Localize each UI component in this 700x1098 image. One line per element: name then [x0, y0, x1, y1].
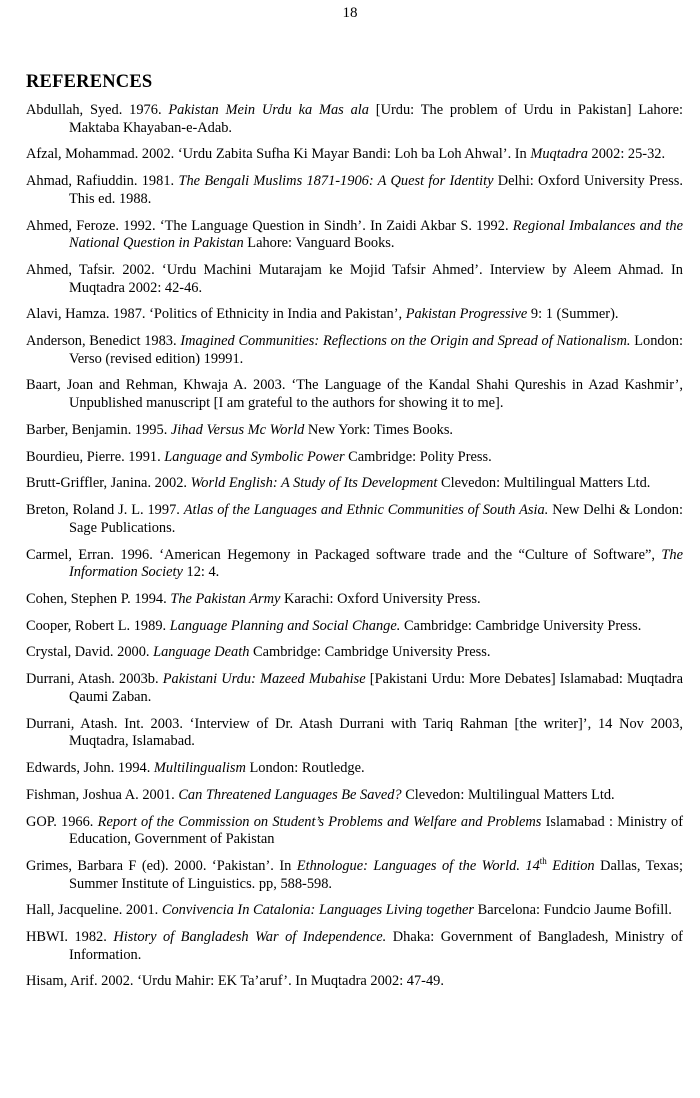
reference-entry — [26, 814, 683, 849]
reference-title: Language Death — [153, 644, 250, 661]
reference-entry — [26, 644, 683, 662]
reference-text: Bourdieu, Pierre. 1991. — [26, 448, 165, 465]
reference-entry — [26, 716, 683, 751]
reference-title: Language and Symbolic Power — [164, 448, 345, 465]
reference-text: Edwards, John. 1994. — [26, 760, 154, 776]
reference-entry — [26, 449, 683, 467]
reference-title: Atlas of the Languages and Ethnic Communities of South Asia. — [183, 502, 549, 519]
reference-entry — [26, 475, 683, 493]
reference-text: New York: Times Books. — [304, 421, 454, 438]
reference-entry — [26, 929, 683, 964]
references-list — [26, 102, 683, 1000]
reference-entry — [26, 787, 683, 805]
reference-entry — [26, 671, 683, 706]
reference-text: Dallas, Texas; Summer Institute of Linguistics. pp, 588-598. — [69, 857, 683, 892]
reference-text: Hall, Jacqueline. 2001. — [26, 902, 162, 919]
reference-title: Jihad Versus Mc World — [170, 421, 305, 438]
reference-text: Carmel, Erran. 1996. ‘American Hegemony in Packaged software trade and the “Culture of Software”, — [26, 546, 662, 563]
reference-entry — [26, 618, 683, 636]
reference-title: Report of the Commission on Student’s Problems and Welfare and Problems — [97, 813, 542, 830]
reference-title: Pakistani Urdu: Mazeed Mubahise — [162, 671, 366, 688]
reference-text: Barcelona: Fundcio Jaume Bofill. — [474, 902, 672, 919]
reference-text: Abdullah, Syed. 1976. — [26, 102, 169, 118]
reference-text: Ahmed, Feroze. 1992. ‘The Language Question in Sindh’. In Zaidi Akbar S. 1992. — [26, 217, 513, 234]
reference-title: Regional Imbalances and the National Question in Pakistan — [69, 217, 683, 252]
reference-entry — [26, 173, 683, 208]
reference-text: Cambridge: Polity Press. — [344, 448, 492, 465]
reference-title: Multilingualism — [153, 760, 246, 776]
reference-title: Imagined Communities: Reflections on the Origin and Spread of Nationalism. — [180, 333, 631, 350]
reference-text: Cohen, Stephen P. 1994. — [26, 590, 171, 607]
reference-entry — [26, 422, 683, 440]
reference-text: Brutt-Griffler, Janina. 2002. — [26, 475, 191, 492]
reference-entry — [26, 333, 683, 368]
reference-text: Barber, Benjamin. 1995. — [26, 421, 171, 438]
superscript: th — [539, 856, 547, 867]
reference-entry — [26, 973, 683, 991]
reference-entry — [26, 218, 683, 253]
reference-entry — [26, 902, 683, 920]
reference-title: Convivencia In Catalonia: Languages Living together — [161, 902, 475, 919]
reference-entry — [26, 102, 683, 137]
reference-text: Clevedon: Multilingual Matters Ltd. — [437, 475, 651, 492]
reference-text: Cooper, Robert L. 1989. — [26, 617, 170, 634]
reference-text: Crystal, David. 2000. — [26, 644, 154, 661]
reference-text: Ahmed, Tafsir. 2002. ‘Urdu Machini Mutarajam ke Mojid Tafsir Ahmed’. Interview by Aleem Ahmad. In Muqtadra 2002: 42-46. — [26, 261, 683, 296]
reference-text: Lahore: Vanguard Books. — [243, 235, 395, 252]
reference-text: [Pakistani Urdu: More Debates] Islamabad: Muqtadra Qaumi Zaban. — [69, 671, 683, 705]
reference-entry — [26, 760, 683, 778]
reference-text: Durrani, Atash. Int. 2003. ‘Interview of Dr. Atash Durrani with Tariq Rahman [the writer]’, 14 Nov 2003, Muqtadra, Islamabad. — [26, 715, 683, 750]
reference-text: Baart, Joan and Rehman, Khwaja A. 2003. ‘The Language of the Kandal Shahi Qureshis in Azad Kashmir’, Unpublished manuscript [I am grateful to the authors for showing it to me]. — [26, 377, 683, 412]
reference-title: The Pakistan Army — [170, 590, 281, 607]
reference-entry — [26, 591, 683, 609]
reference-text: 9: 1 (Summer). — [527, 306, 619, 323]
reference-title: The Bengali Muslims 1871-1906: A Quest for Identity — [178, 173, 494, 190]
reference-text: Breton, Roland J. L. 1997. — [26, 502, 184, 519]
reference-text: [Urdu: The problem of Urdu in Pakistan] Lahore: Maktaba Khayaban-e-Adab. — [69, 102, 683, 136]
references-heading: REFERENCES — [26, 72, 153, 92]
reference-text: Afzal, Mohammad. 2002. ‘Urdu Zabita Sufha Ki Mayar Bandi: Loh ba Loh Ahwal’. In — [26, 146, 531, 163]
reference-text: London: Verso (revised edition) 19991. — [69, 333, 683, 367]
reference-title: Can Threatened Languages Be Saved? — [178, 786, 402, 803]
reference-text: Cambridge: Cambridge University Press. — [249, 644, 491, 661]
reference-text: Durrani, Atash. 2003b. — [26, 671, 163, 688]
reference-text: Ahmad, Rafiuddin. 1981. — [26, 173, 179, 190]
reference-entry — [26, 377, 683, 412]
reference-title: Muqtadra — [530, 146, 588, 163]
reference-text: Alavi, Hamza. 1987. ‘Politics of Ethnicity in India and Pakistan’, — [26, 306, 406, 323]
reference-entry — [26, 262, 683, 297]
reference-title: The Information Society — [69, 546, 683, 581]
reference-text: HBWI. 1982. — [26, 929, 114, 946]
reference-text: New Delhi & London: Sage Publications. — [69, 502, 683, 536]
reference-text: Islamabad : Ministry of Education, Government of Pakistan — [69, 813, 684, 848]
reference-text: 12: 4. — [182, 564, 220, 581]
reference-text: Hisam, Arif. 2002. ‘Urdu Mahir: EK Ta’aruf’. In Muqtadra 2002: 47-49. — [26, 973, 444, 990]
reference-text: Fishman, Joshua A. 2001. — [26, 786, 179, 803]
reference-text: Anderson, Benedict 1983. — [26, 333, 181, 350]
page-number: 18 — [342, 5, 358, 21]
reference-entry — [26, 306, 683, 324]
reference-text: Dhaka: Government of Bangladesh, Ministry of Information. — [69, 929, 683, 963]
reference-text: GOP. 1966. — [26, 813, 98, 830]
reference-title: History of Bangladesh War of Independence. — [113, 929, 387, 946]
reference-text: London: Routledge. — [245, 760, 365, 776]
reference-title: World English: A Study of Its Development — [190, 475, 438, 492]
reference-entry — [26, 858, 683, 893]
reference-text: Cambridge: Cambridge University Press. — [400, 617, 642, 634]
reference-text: Grimes, Barbara F (ed). 2000. ‘Pakistan’. In — [26, 857, 297, 874]
reference-entry — [26, 502, 683, 537]
reference-entry — [26, 146, 683, 164]
reference-text: 2002: 25-32. — [587, 146, 666, 163]
reference-text: Clevedon: Multilingual Matters Ltd. — [401, 786, 615, 803]
reference-title: Ethnologue: Languages of the World. 14 — [296, 857, 540, 874]
reference-entry — [26, 547, 683, 582]
reference-text: Delhi: Oxford University Press. This ed. 1988. — [69, 173, 683, 207]
reference-title: Pakistan Progressive — [405, 306, 528, 323]
reference-title: Pakistan Mein Urdu ka Mas ala — [168, 102, 369, 118]
reference-text: Karachi: Oxford University Press. — [280, 590, 481, 607]
reference-title: Language Planning and Social Change. — [169, 617, 401, 634]
reference-title: Edition — [546, 857, 595, 874]
